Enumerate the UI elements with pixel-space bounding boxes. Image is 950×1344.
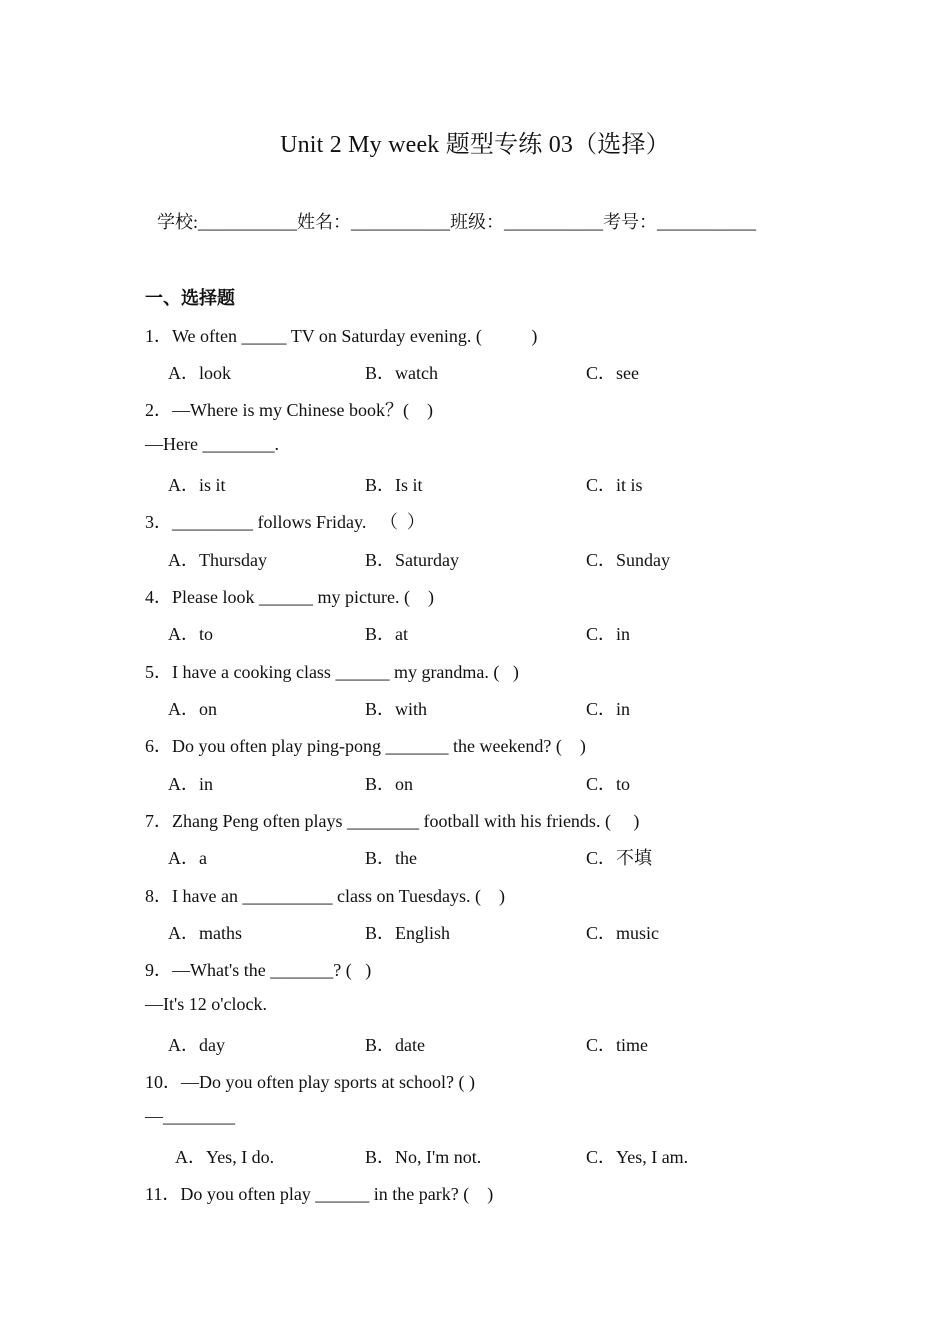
q2-option-a: A．is it (168, 475, 226, 495)
section-heading: 一、选择题 (145, 288, 235, 309)
question-9: 9．—What's the _______? ( ) (145, 960, 372, 980)
q1-option-a: A．look (168, 363, 231, 383)
q8-option-c: C．music (586, 923, 660, 943)
question-10: 10．—Do you often play sports at school? ( ) (145, 1072, 475, 1092)
question-5: 5．I have a cooking class ______ my grandma. ( ) (145, 662, 519, 682)
q10-option-b: B．No, I'm not. (365, 1147, 482, 1167)
q6-option-c: C．to (586, 774, 631, 794)
q9-option-b: B．date (365, 1035, 425, 1055)
student-info-line: 学校:___________姓名：___________班级：___________考号：___________ (157, 212, 756, 232)
q7-option-a: A．a (168, 848, 207, 868)
page-title: Unit 2 My week 题型专练 03（选择） (280, 132, 670, 158)
q5-option-a: A．on (168, 699, 217, 719)
q9-option-c: C．time (586, 1035, 648, 1055)
q7-option-c: C．不填 (586, 848, 653, 868)
q8-option-b: B．English (365, 923, 451, 943)
question-2-line-2: —Here ________. (145, 434, 279, 454)
question-10-line-2: —________ (145, 1106, 235, 1126)
question-11: 11．Do you often play ______ in the park? ( ) (145, 1184, 494, 1204)
q3-option-a: A．Thursday (168, 550, 267, 570)
q10-option-a: A．Yes, I do. (175, 1147, 275, 1167)
q7-option-b: B．the (365, 848, 417, 868)
q2-option-b: B．Is it (365, 475, 423, 495)
question-4: 4．Please look ______ my picture. ( ) (145, 587, 434, 607)
q1-option-b: B．watch (365, 363, 438, 383)
q5-option-c: C．in (586, 699, 631, 719)
q4-option-b: B．at (365, 624, 408, 644)
q3-option-b: B．Saturday (365, 550, 459, 570)
q4-option-a: A．to (168, 624, 213, 644)
question-8: 8．I have an __________ class on Tuesdays. ( ) (145, 886, 505, 906)
q3-option-c: C．Sunday (586, 550, 671, 570)
q10-option-c: C．Yes, I am. (586, 1147, 689, 1167)
q6-option-a: A．in (168, 774, 213, 794)
q9-option-a: A．day (168, 1035, 225, 1055)
q2-option-c: C．it is (586, 475, 643, 495)
q8-option-a: A．maths (168, 923, 242, 943)
question-1: 1．We often _____ TV on Saturday evening. ( ) (145, 326, 538, 346)
question-3: 3．_________ follows Friday. （ ） (145, 512, 425, 532)
q4-option-c: C．in (586, 624, 631, 644)
q5-option-b: B．with (365, 699, 428, 719)
question-2: 2．—Where is my Chinese book？( ) (145, 400, 433, 420)
q1-option-c: C．see (586, 363, 639, 383)
question-7: 7．Zhang Peng often plays ________ football with his friends. ( ) (145, 811, 640, 831)
question-6: 6．Do you often play ping-pong _______ the weekend? ( ) (145, 736, 586, 756)
q6-option-b: B．on (365, 774, 414, 794)
question-9-line-2: —It's 12 o'clock. (145, 994, 267, 1014)
